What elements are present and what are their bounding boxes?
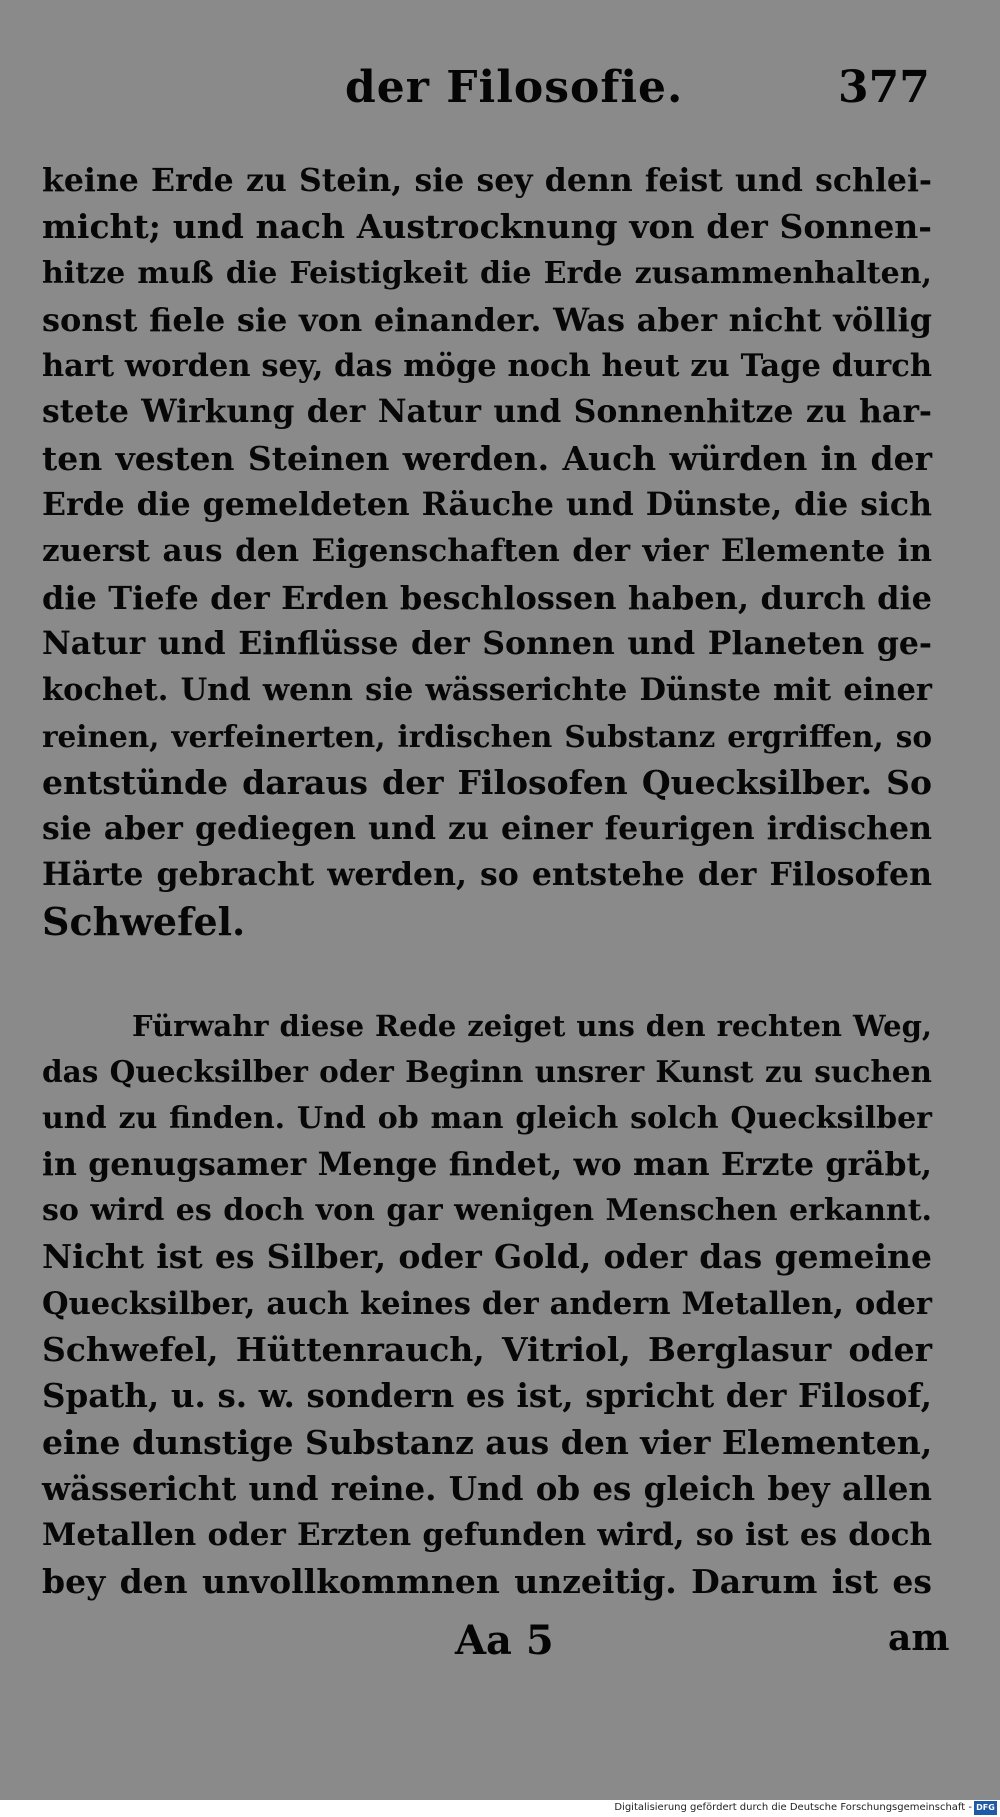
- text-line: Nicht ist es Silber, oder Gold, oder das gemeine: [42, 1237, 932, 1277]
- credit-text: Digitalisierung gefördert durch die Deutsche Forschungsgemeinschaft -: [614, 1802, 972, 1813]
- text-line: ten vesten Steinen werden. Auch würden in der: [42, 438, 932, 478]
- text-line: die Tiefe der Erden beschlossen haben, durch die: [42, 578, 932, 617]
- dfg-logo: DFG: [974, 1801, 997, 1815]
- text-line: Spath, u. s. w. sondern es ist, spricht der Filosof,: [42, 1376, 932, 1416]
- paragraph-1: [42, 158, 932, 945]
- text-line: in genugsamer Menge findet, wo man Erzte gräbt,: [42, 1145, 932, 1183]
- text-line: sonst fiele sie von einander. Was aber nicht völlig: [42, 300, 932, 339]
- text-line: hitze muß die Feistigkeit die Erde zusammenhalten,: [42, 255, 932, 291]
- signature-mark: Aa 5: [455, 1617, 554, 1664]
- text-line: zuerst aus den Eigenschaften der vier Elemente in: [42, 533, 932, 570]
- text-line: Quecksilber, auch keines der andern Metallen, oder: [42, 1285, 932, 1322]
- text-line: Schwefel, Hüttenrauch, Vitriol, Berglasur oder: [42, 1330, 932, 1370]
- text-line: Härte gebracht werden, so entstehe der Filosofen: [42, 856, 932, 894]
- text-line: kochet. Und wenn sie wässerichte Dünste mit einer: [42, 672, 932, 709]
- text-line: Fürwahr diese Rede zeiget uns den rechten Weg,: [132, 1009, 932, 1043]
- text-line: Erde die gemeldeten Räuche und Dünste, die sich: [42, 486, 932, 524]
- catchword: am: [888, 1617, 950, 1659]
- text-line: hart worden sey, das möge noch heut zu Tage durch: [42, 348, 932, 385]
- credit-bar: [0, 1800, 1000, 1817]
- text-line: stete Wirkung der Natur und Sonnenhitze zu har-: [42, 393, 932, 431]
- page-number: 377: [838, 62, 930, 113]
- text-line: keine Erde zu Stein, sie sey denn feist und schlei-: [42, 162, 932, 199]
- text-line: entstünde daraus der Filosofen Quecksilber. So: [42, 762, 932, 802]
- text-line: und zu finden. Und ob man gleich solch Quecksilber: [42, 1100, 932, 1136]
- text-line: eine dunstige Substanz aus den vier Elementen,: [42, 1422, 933, 1462]
- text-line: so wird es doch von gar wenigen Menschen erkannt.: [42, 1193, 932, 1229]
- page-header: [0, 62, 1000, 122]
- text-line: bey den unvollkommnen unzeitig. Darum ist es: [42, 1561, 932, 1601]
- paragraph-2: [42, 1003, 932, 1605]
- text-line: wässericht und reine. Und ob es gleich bey allen: [42, 1468, 932, 1508]
- text-line: sie aber gediegen und zu einer feurigen irdischen: [42, 810, 932, 848]
- text-line: Schwefel.: [42, 898, 246, 944]
- running-title: der Filosofie.: [345, 62, 684, 113]
- text-line: micht; und nach Austrocknung von der Sonnen-: [42, 207, 932, 247]
- text-line: reinen, verfeinerten, irdischen Substanz ergriffen, so: [42, 718, 932, 754]
- text-line: das Quecksilber oder Beginn unsrer Kunst zu suchen: [42, 1054, 932, 1090]
- text-line: Metallen oder Erzten gefunden wird, so ist es doch: [42, 1517, 932, 1554]
- text-line: Natur und Einflüsse der Sonnen und Planeten ge-: [42, 624, 932, 662]
